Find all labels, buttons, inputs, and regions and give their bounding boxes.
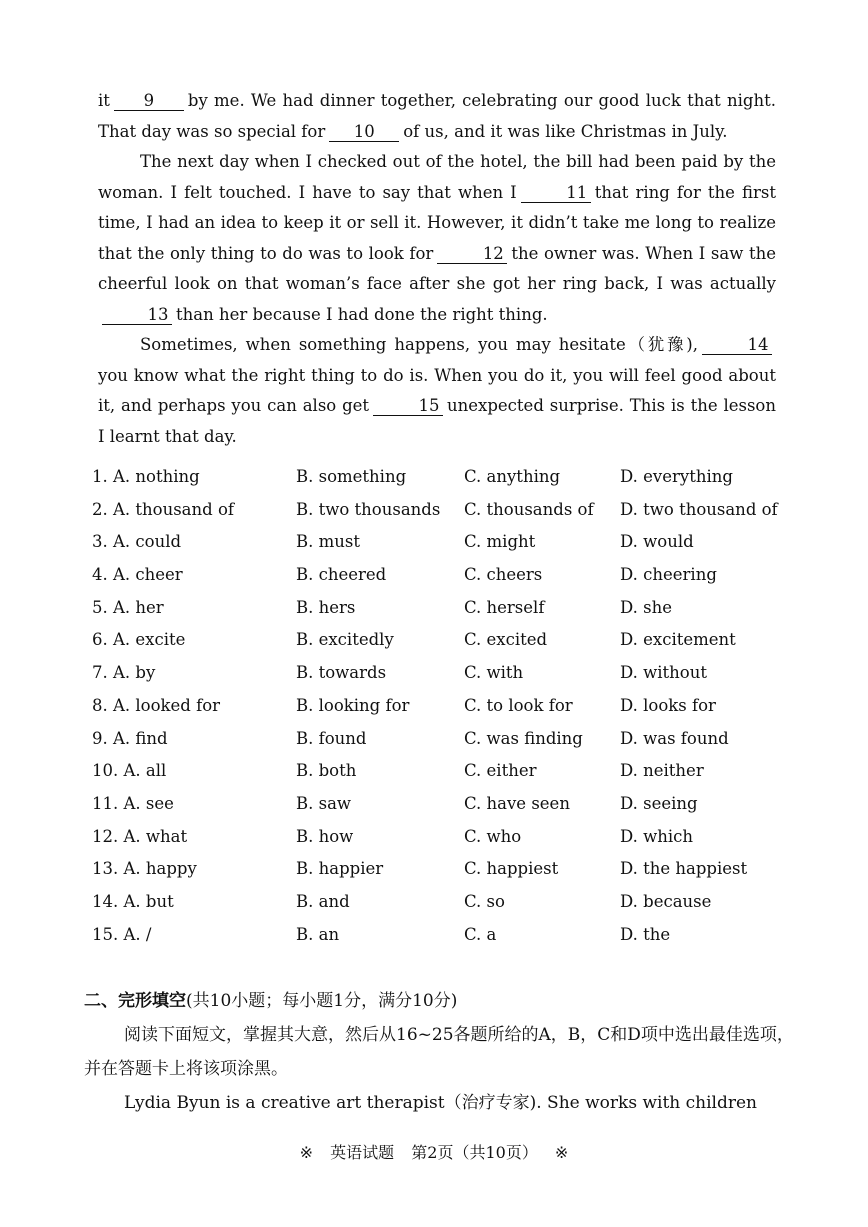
option-row (92, 729, 792, 762)
option-c: C. who (464, 826, 522, 846)
option-row (92, 565, 792, 598)
option-b: B. happier (296, 859, 384, 879)
passage-text: that ring for the first time, I had an idea to keep it or sell it. However, it didn’t take me long to realize that the only thing to do was to look for (98, 182, 777, 263)
option-row (92, 827, 792, 860)
option-b: B. something (296, 467, 407, 486)
option-d: D. because (620, 891, 712, 911)
blank-11: 11 (521, 184, 591, 203)
option-d: D. the happiest (620, 859, 748, 879)
option-b: B. how (296, 826, 354, 846)
option-a: 11. A. see (92, 793, 174, 813)
option-a: 1. A. nothing (92, 467, 200, 486)
option-a: 15. A. / (92, 924, 152, 944)
option-row (92, 794, 792, 827)
option-row (92, 761, 792, 794)
option-c: C. excited (464, 630, 548, 650)
option-c: C. thousands of (464, 499, 594, 519)
passage-text: The next day when I checked out of the hotel, the bill had been paid by the woman. I felt touched. I have to say that when I (98, 152, 776, 202)
option-b: B. an (296, 924, 340, 944)
blank-13: 13 (102, 306, 172, 325)
passage-text: you know what the right thing to do is. When you do it, you will feel good about it, and perhaps you can also get (98, 365, 776, 415)
blank-9: 9 (114, 92, 184, 111)
option-d: D. excitement (620, 630, 736, 650)
option-b: B. must (296, 532, 360, 552)
blank-14: 14 (702, 336, 772, 355)
option-row (92, 500, 792, 533)
section-title: 二、完形填空 (84, 991, 186, 1011)
option-d: D. two thousand of (620, 499, 778, 519)
passage-text: of us, and it was like Christmas in July. (403, 121, 728, 141)
option-d: D. would (620, 532, 694, 552)
footer-mark-left: ※ (299, 1143, 314, 1162)
option-a: 8. A. looked for (92, 695, 221, 715)
option-row (92, 925, 792, 958)
option-d: D. everything (620, 467, 733, 486)
option-c: C. herself (464, 597, 545, 617)
option-d: D. neither (620, 761, 704, 781)
passage-text: the owner was. When I saw the cheerful look on that woman’s face after she got her ring back, I was actually (98, 243, 776, 293)
option-a: 2. A. thousand of (92, 499, 234, 519)
option-b: B. hers (296, 597, 356, 617)
passage-text: unexpected surprise. This is the lesson I learnt that day. (98, 396, 776, 446)
option-c: C. a (464, 924, 497, 944)
option-d: D. was found (620, 728, 729, 748)
option-c: C. cheers (464, 565, 543, 585)
option-row (92, 598, 792, 631)
option-d: D. she (620, 597, 672, 617)
option-b: B. found (296, 728, 367, 748)
option-b: B. two thousands (296, 499, 441, 519)
section-two (84, 984, 794, 1120)
option-b: B. both (296, 761, 357, 781)
option-d: D. which (620, 826, 694, 846)
option-row (92, 892, 792, 925)
option-c: C. either (464, 761, 537, 781)
answer-options (92, 467, 792, 957)
option-row (92, 859, 792, 892)
option-a: 5. A. her (92, 597, 164, 617)
cloze-passage (98, 86, 776, 452)
passage-text: Sometimes, when something happens, you may hesitate（犹豫), (140, 335, 698, 354)
option-c: C. was finding (464, 728, 583, 748)
option-row (92, 663, 792, 696)
footer-page-number: 第2页（共10页） (411, 1143, 538, 1162)
footer-mark-right: ※ (554, 1143, 569, 1162)
page-footer (0, 1140, 868, 1163)
option-c: C. might (464, 532, 536, 552)
option-row (92, 467, 792, 500)
option-d: D. looks for (620, 695, 716, 715)
option-d: D. without (620, 663, 707, 683)
section-heading (84, 984, 794, 1018)
option-c: C. with (464, 663, 524, 683)
option-row (92, 630, 792, 663)
option-c: C. to look for (464, 695, 573, 715)
option-row (92, 696, 792, 729)
option-b: B. looking for (296, 695, 410, 715)
section-instructions: 阅读下面短文，掌握其大意，然后从16~25各题所给的A，B，C和D项中选出最佳选项，并在答题卡上将该项涂黑。 (84, 1025, 794, 1079)
blank-15: 15 (373, 397, 443, 416)
option-row (92, 532, 792, 565)
passage-paragraph-1 (98, 86, 776, 147)
passage-paragraph-3 (98, 330, 776, 452)
blank-12: 12 (437, 245, 507, 264)
passage-text: than her because I had done the right thing. (176, 304, 548, 324)
section-note: (共10小题；每小题1分，满分10分) (186, 991, 458, 1011)
option-a: 7. A. by (92, 663, 156, 683)
option-a: 6. A. excite (92, 630, 186, 650)
option-a: 12. A. what (92, 826, 188, 846)
option-c: C. anything (464, 467, 561, 486)
option-d: D. cheering (620, 565, 717, 585)
option-a: 13. A. happy (92, 859, 197, 879)
option-d: D. the (620, 924, 671, 944)
passage-text: by me. We had dinner together, celebrating our good luck that night. That day was so special for (98, 91, 776, 141)
option-b: B. towards (296, 663, 387, 683)
option-b: B. saw (296, 793, 352, 813)
option-a: 9. A. find (92, 728, 168, 748)
option-d: D. seeing (620, 793, 698, 813)
passage-text: it (98, 91, 110, 110)
footer-subject: 英语试题 (330, 1143, 395, 1162)
next-passage-start: Lydia Byun is a creative art therapist（治疗专家). She works with children (124, 1093, 757, 1113)
option-a: 4. A. cheer (92, 565, 183, 585)
option-a: 10. A. all (92, 761, 167, 781)
passage-paragraph-2 (98, 147, 776, 330)
option-b: B. excitedly (296, 630, 394, 650)
option-a: 14. A. but (92, 891, 174, 911)
option-c: C. happiest (464, 859, 559, 879)
option-c: C. so (464, 891, 505, 911)
option-b: B. and (296, 891, 350, 911)
blank-10: 10 (329, 123, 399, 142)
option-b: B. cheered (296, 565, 387, 585)
option-a: 3. A. could (92, 532, 182, 552)
option-c: C. have seen (464, 793, 570, 813)
